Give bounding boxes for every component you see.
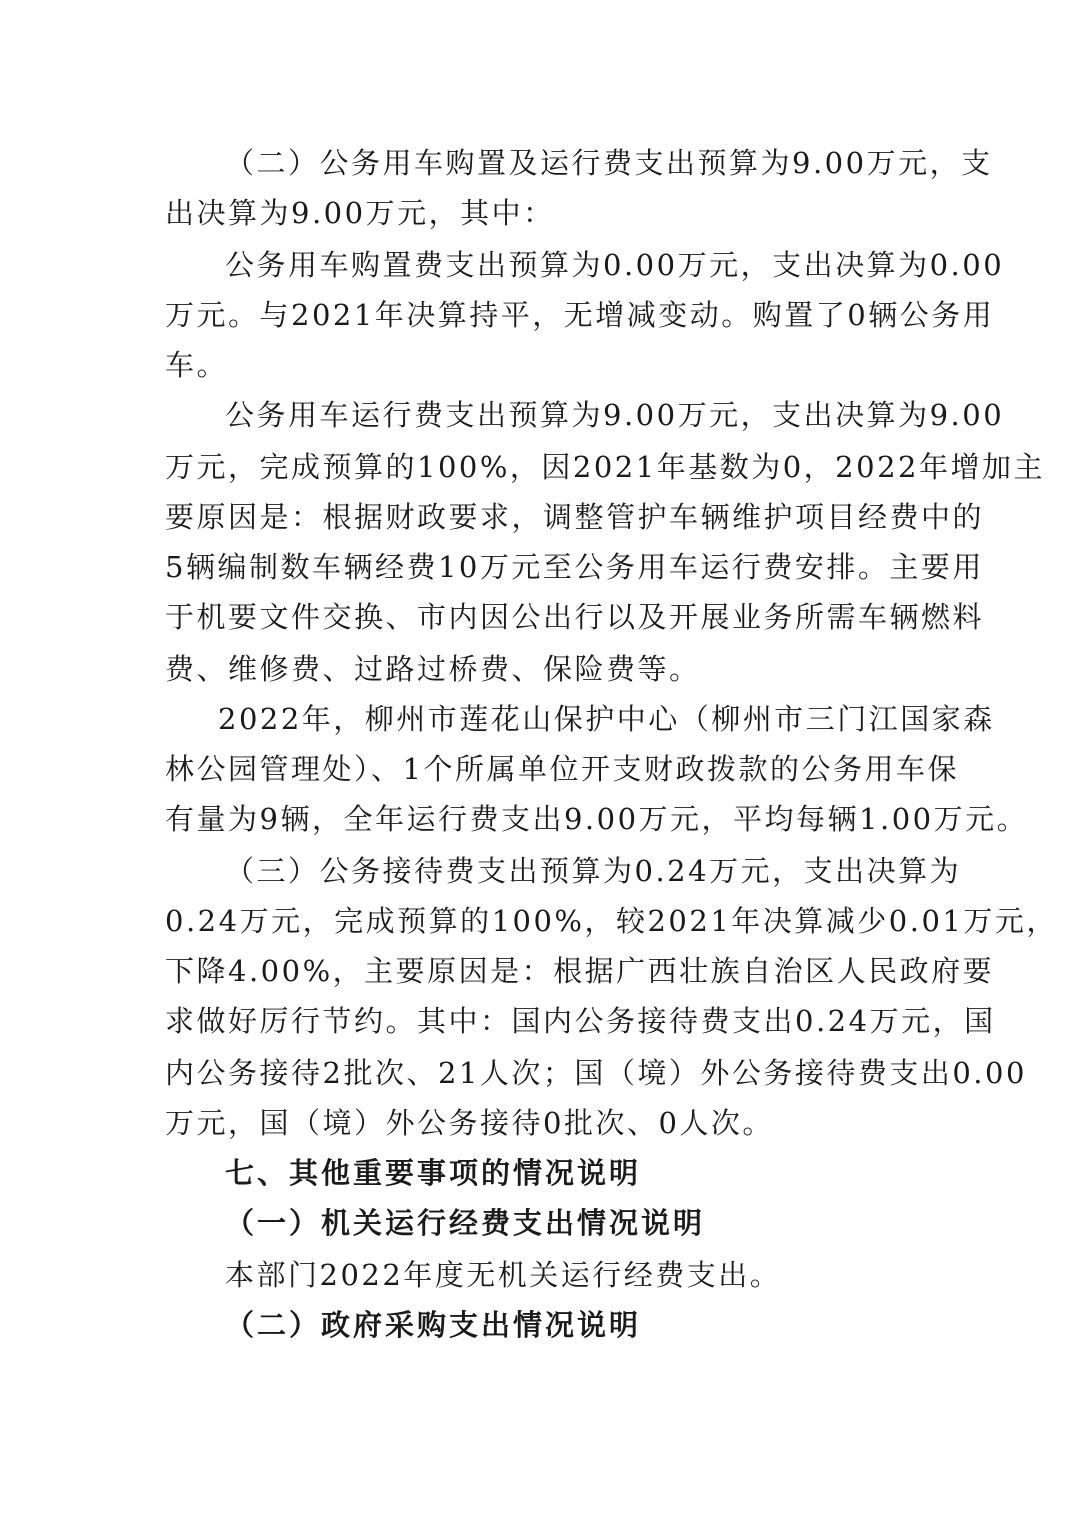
paragraph-line: （二）公务用车购置及运行费支出预算为9.00万元，支 xyxy=(225,146,993,180)
paragraph-line: 0.24万元，完成预算的100%，较2021年决算减少0.01万元， xyxy=(165,904,1058,938)
paragraph-line: 万元，国（境）外公务接待0批次、0人次。 xyxy=(165,1106,774,1140)
paragraph-line: 万元，完成预算的100%，因2021年基数为0，2022年增加主 xyxy=(165,450,1045,484)
paragraph-line: 本部门2022年度无机关运行经费支出。 xyxy=(225,1258,782,1292)
paragraph-line: 求做好厉行节约。其中：国内公务接待费支出0.24万元，国 xyxy=(165,1004,996,1038)
paragraph-line: 2022年，柳州市莲花山保护中心（柳州市三门江国家森 xyxy=(218,702,995,736)
paragraph-line: 有量为9辆，全年运行费支出9.00万元，平均每辆1.00万元。 xyxy=(165,802,1029,836)
paragraph-line: 5辆编制数车辆经费10万元至公务用车运行费安排。主要用 xyxy=(165,550,984,584)
paragraph-line: 林公园管理处）、1个所属单位开支财政拨款的公务用车保 xyxy=(165,752,959,786)
paragraph-line: 要原因是：根据财政要求，调整管护车辆维护项目经费中的 xyxy=(165,500,985,534)
paragraph-line: 出决算为9.00万元，其中： xyxy=(165,196,555,230)
paragraph-line: 公务用车购置费支出预算为0.00万元，支出决算为0.00 xyxy=(225,248,1005,282)
paragraph-line: 公务用车运行费支出预算为9.00万元，支出决算为9.00 xyxy=(225,398,1005,432)
paragraph-line: 车。 xyxy=(165,348,229,382)
paragraph-line: 内公务接待2批次、21人次；国（境）外公务接待费支出0.00 xyxy=(165,1056,1027,1090)
paragraph-line: 下降4.00%，主要原因是：根据广西壮族自治区人民政府要 xyxy=(165,954,995,988)
paragraph-line: 于机要文件交换、市内因公出行以及开展业务所需车辆燃料 xyxy=(165,600,985,634)
section-heading: 七、其他重要事项的情况说明 xyxy=(225,1156,642,1190)
subsection-heading: （一）机关运行经费支出情况说明 xyxy=(225,1206,706,1240)
subsection-heading: （二）政府采购支出情况说明 xyxy=(225,1308,642,1342)
paragraph-line: 费、维修费、过路过桥费、保险费等。 xyxy=(165,652,701,686)
paragraph-line: （三）公务接待费支出预算为0.24万元，支出决算为 xyxy=(225,854,962,888)
paragraph-line: 万元。与2021年决算持平，无增减变动。购置了0辆公务用 xyxy=(165,298,995,332)
